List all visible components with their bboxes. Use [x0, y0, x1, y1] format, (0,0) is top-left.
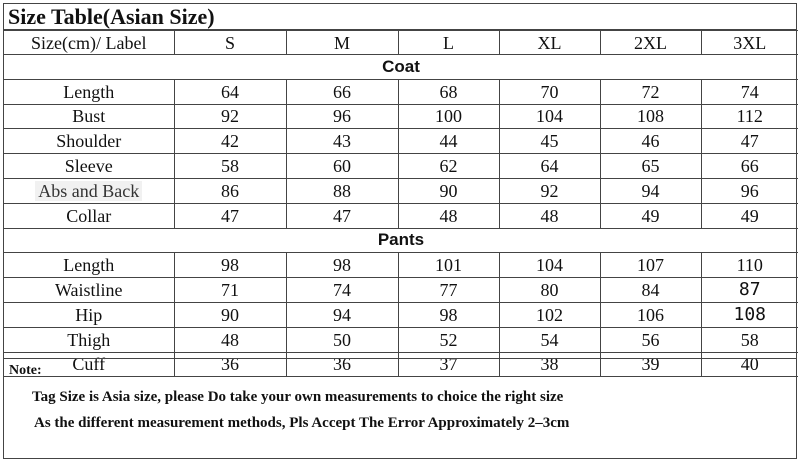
pants-row-length — [4, 253, 798, 278]
size-value: 92 — [499, 178, 600, 203]
size-table-title: Size Table(Asian Size) — [4, 4, 796, 30]
pants-row-waistline — [4, 278, 798, 303]
size-value: 49 — [600, 203, 701, 228]
size-value: 94 — [600, 178, 701, 203]
header-cell: 2XL — [600, 31, 701, 55]
size-value: 110 — [701, 253, 798, 278]
size-value: 38 — [499, 352, 600, 377]
coat-row-collar — [4, 203, 798, 228]
size-value: 66 — [701, 154, 798, 179]
measurement-label: Length — [4, 79, 174, 104]
measurement-label: Bust — [4, 104, 174, 129]
size-value: 50 — [286, 327, 398, 352]
note-line: As the different measurement methods, Pls Accept The Error Approximately 2–3cm — [34, 415, 570, 431]
size-value: 94 — [286, 302, 398, 327]
size-value: 47 — [286, 203, 398, 228]
size-value: 43 — [286, 129, 398, 154]
size-value: 100 — [398, 104, 499, 129]
size-value: 98 — [398, 302, 499, 327]
header-cell: 3XL — [701, 31, 798, 55]
size-value: 72 — [600, 79, 701, 104]
size-value: 96 — [286, 104, 398, 129]
size-value: 65 — [600, 154, 701, 179]
size-value: 44 — [398, 129, 499, 154]
size-value: 74 — [701, 79, 798, 104]
size-value: 90 — [174, 302, 286, 327]
section-row-pants — [4, 228, 798, 253]
pants-row-hip — [4, 302, 798, 327]
size-value: 104 — [499, 253, 600, 278]
size-value: 60 — [286, 154, 398, 179]
coat-row-bust — [4, 104, 798, 129]
size-value: 54 — [499, 327, 600, 352]
size-value: 49 — [701, 203, 798, 228]
size-value: 64 — [174, 79, 286, 104]
size-value: 112 — [701, 104, 798, 129]
size-value: 106 — [600, 302, 701, 327]
size-value: 107 — [600, 253, 701, 278]
size-value: 92 — [174, 104, 286, 129]
size-value: 108 — [701, 302, 798, 327]
measurement-label: Shoulder — [4, 129, 174, 154]
size-value: 98 — [286, 253, 398, 278]
size-value: 102 — [499, 302, 600, 327]
size-value: 39 — [600, 352, 701, 377]
note-label: Note: — [9, 363, 42, 378]
size-value: 71 — [174, 278, 286, 303]
measurement-label: Thigh — [4, 327, 174, 352]
header-cell: M — [286, 31, 398, 55]
pants-row-thigh — [4, 327, 798, 352]
note-line: Tag Size is Asia size, please Do take your own measurements to choice the right size — [32, 389, 564, 405]
size-value: 84 — [600, 278, 701, 303]
size-value: 66 — [286, 79, 398, 104]
measurement-label: Collar — [4, 203, 174, 228]
header-cell: XL — [499, 31, 600, 55]
size-value: 74 — [286, 278, 398, 303]
size-value: 86 — [174, 178, 286, 203]
measurement-label: Hip — [4, 302, 174, 327]
size-value: 108 — [600, 104, 701, 129]
size-value: 36 — [174, 352, 286, 377]
size-table-body — [4, 31, 798, 377]
size-value: 52 — [398, 327, 499, 352]
measurement-label-text: Abs and Back — [35, 181, 142, 201]
size-value: 80 — [499, 278, 600, 303]
header-cell: S — [174, 31, 286, 55]
size-value: 47 — [701, 129, 798, 154]
size-value: 47 — [174, 203, 286, 228]
size-value: 64 — [499, 154, 600, 179]
size-value: 68 — [398, 79, 499, 104]
size-value: 77 — [398, 278, 499, 303]
measurement-label: Sleeve — [4, 154, 174, 179]
size-value: 104 — [499, 104, 600, 129]
measurement-label: Length — [4, 253, 174, 278]
measurement-label: Waistline — [4, 278, 174, 303]
notes-section — [4, 358, 796, 458]
coat-row-shoulder — [4, 129, 798, 154]
header-cell: L — [398, 31, 499, 55]
size-value: 45 — [499, 129, 600, 154]
size-chart — [3, 3, 797, 459]
section-row-coat — [4, 55, 798, 80]
size-value: 88 — [286, 178, 398, 203]
size-value: 58 — [701, 327, 798, 352]
size-value: 36 — [286, 352, 398, 377]
section-title-pants: Pants — [4, 228, 798, 253]
size-value: 48 — [499, 203, 600, 228]
size-value: 70 — [499, 79, 600, 104]
measurement-label — [4, 178, 174, 203]
coat-row-length — [4, 79, 798, 104]
header-cell: Size(cm)/ Label — [4, 31, 174, 55]
size-value: 48 — [174, 327, 286, 352]
size-value: 58 — [174, 154, 286, 179]
size-value: 90 — [398, 178, 499, 203]
size-value: 96 — [701, 178, 798, 203]
header-row — [4, 31, 798, 55]
coat-row-sleeve — [4, 154, 798, 179]
size-value: 56 — [600, 327, 701, 352]
size-value: 98 — [174, 253, 286, 278]
size-value: 37 — [398, 352, 499, 377]
section-title-coat: Coat — [4, 55, 798, 80]
size-value: 101 — [398, 253, 499, 278]
size-value: 87 — [701, 278, 798, 303]
size-table — [4, 30, 798, 377]
coat-row-abs-and-back — [4, 178, 798, 203]
measurement-label: Cuff — [4, 352, 174, 377]
size-value: 46 — [600, 129, 701, 154]
size-value: 48 — [398, 203, 499, 228]
size-value: 42 — [174, 129, 286, 154]
size-value: 40 — [701, 352, 798, 377]
size-value: 62 — [398, 154, 499, 179]
